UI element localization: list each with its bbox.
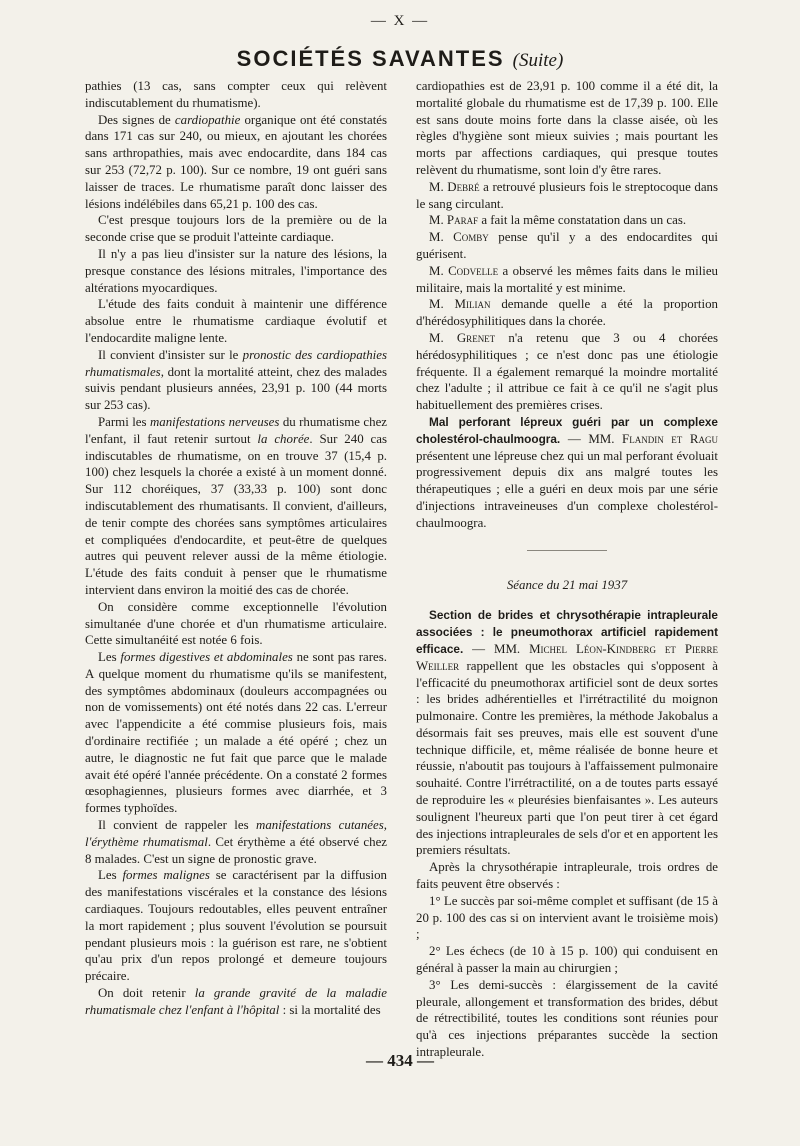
list-item: 1° Le succès par soi-même complet et suffisant (de 15 à 20 p. 100 des cas si on intervient avant le troisième mois) ; [416, 893, 718, 942]
text-span: a fait la même constatation dans un cas. [478, 213, 687, 228]
section-title: Mal perforant lépreux guéri par un complexe cholestérol-chaulmoogra. [416, 414, 718, 446]
paragraph [416, 229, 718, 263]
paragraph [416, 179, 718, 213]
text-span: Il convient d'insister sur le [98, 347, 243, 362]
emphasis: manifestations cutanées, l'érythème rhumatismal [85, 818, 387, 849]
separator-rule [527, 550, 607, 551]
paragraph [416, 330, 718, 414]
section-title: Section de brides et chrysothérapie intrapleurale associées : le pneumothorax artificiel rapidement efficace. [416, 608, 718, 656]
speaker-name: M. Milian [429, 297, 491, 312]
paragraph [85, 347, 387, 414]
paragraph [85, 985, 387, 1019]
page-heading [0, 46, 800, 72]
heading-title: SOCIÉTÉS SAVANTES [236, 46, 505, 71]
speaker-name: M. Codvelle [429, 263, 499, 278]
paragraph: L'étude des faits conduit à maintenir une différence absolue entre le rhumatisme cardiaque évolutif et l'endocardite maligne lente. [85, 297, 387, 345]
text-span: Les [98, 868, 123, 883]
authors: MM. Michel Léon-Kindberg et Pierre Weiller [416, 641, 718, 673]
text-span: n'a retenu que 3 ou 4 chorées hérédosyphilitiques ; ce n'est donc pas une étiologie fréquente. Il a également remarqué la moindre mortalité chez l'adulte ; il attribue ce fait à ce qu'il ne s'agit plus habituellement des premières crises. [416, 330, 718, 413]
emphasis: formes malignes [122, 868, 210, 883]
emphasis: la grande gravité de la maladie rhumatismale chez l'enfant à l'hôpital [85, 986, 387, 1017]
session-date: Séance du 21 mai 1937 [506, 577, 628, 592]
paragraph: On considère comme exceptionnelle l'évolution simultanée d'une chorée et d'un rhumatisme articulaire. Cette simultanéité est notée 6 fois. [85, 599, 387, 648]
text-span: pense qu'il y a des endocardites qui guérisent. [416, 230, 718, 261]
paragraph [416, 296, 718, 330]
text-span: . Cet érythème a été observé chez 8 malades. C'est un signe de pronostic grave. [85, 834, 388, 866]
paragraph: pathies (13 cas, sans compter ceux qui relèvent indiscutablement du rhumatisme). [85, 79, 387, 110]
paragraph: Section de brides et chrysothérapie intrapleurale associées : le pneumothorax artificiel rapidement efficace. — MM. Michel Léon-Kindberg et Pierre Weiller rappellent que les obstacles qui s'opposent à l'efficacité du pneumothorax artificiel sont de deux sortes : les brides adhérentielles et l'irrétractilité du moignon pulmonaire. Contre les premières, la méthode Jakobalus a désormais fait ses preuves, mais elle est souvent d'une technique difficile, et, même réalisée de bonne heure et réussie, n'aboutit pas toujours à l'affaissement pulmonaire souhaité. Contre l'irrétractilité, on a de toutes parts essayé de reproduire les « pleurésies bienfaisantes ». Les auteurs soulignent l'heureux parti que l'on peut tirer à cet égard des injections intrapleurales de sels d'or et en apportent les premiers résultats. [416, 608, 718, 858]
paragraph [85, 414, 387, 599]
text-span: se caractérisent par la diffusion des manifestations viscérales et la constance des lésions cardiaques. Toujours redoutables, elles peuvent entraîner la mort rapidement ; plus souvent l'évolution se poursuit pendant plusieurs mois : la guérison est rare, ne s'obtient qu'au prix d'un repos prolongé et demeure toujours précaire. [85, 868, 387, 984]
text-span: organique ont été constatés dans 171 cas sur 240, ou mieux, en ajoutant les chorées sans arthropathies, mais avec endocardite, dans 184 cas sur 253 (72,72 p. 100). Sur ce nombre, 19 ont guéri sans laisser de traces. Le rhumatisme paraît donc laisser des lésions indélébiles dans 65,21 p. 100 des cas. [85, 112, 388, 211]
text-span: ne sont pas rares. A quelque moment du rhumatisme qu'ils se manifestent, des symptômes abdominaux (douleurs accompagnées ou non de vomissements) ont été notés dans 22 cas. L'erreur avec l'appendicite a été commise plusieurs fois, mais d'ordinaire rectifiée ; un malade a été opéré ; chez un autre, le diagnostic ne fut fait que parce que le malade avait été opéré l'année précédente. On a constaté 2 formes œsophagiennes, plusieurs formes avec diarrhée, et 3 formes typhoïdes. [85, 650, 387, 816]
emphasis: cardiopathie [174, 112, 241, 127]
text-span: On doit retenir [98, 986, 195, 1001]
paragraph [85, 649, 387, 817]
section-number: — X — [370, 13, 430, 29]
right-column [416, 78, 718, 1060]
emphasis: formes digestives et abdominales [120, 650, 293, 665]
paragraph [85, 817, 387, 867]
text-span: a observé les mêmes faits dans le milieu militaire, mais la mortalité y est minime. [416, 263, 718, 295]
paragraph: Après la chrysothérapie intrapleurale, trois ordres de faits peuvent être observés : [416, 860, 718, 892]
text-span: a retrouvé plusieurs fois le streptocoque dans le sang circulant. [416, 179, 718, 211]
paragraph: C'est presque toujours lors de la première ou de la seconde crise que se produit l'atteinte cardiaque. [85, 213, 387, 245]
paragraph: Mal perforant lépreux guéri par un complexe cholestérol-chaulmoogra. — MM. Flandin et Ragu présentent une lépreuse chez qui un mal perforant évoluait progressivement depuis dix ans malgré toutes les thérapeutiques ; elle a guéri en deux mois par une série d'injections intraveineuses d'un complexe cholestérol-chaulmoogra. [416, 414, 718, 530]
text-span: présentent une lépreuse chez qui un mal perforant évoluait progressivement depuis dix ans malgré toutes les thérapeutiques ; elle a guéri en deux mois par une série d'injections intraveineuses d'un complexe cholestérol-chaulmoogra. [416, 448, 718, 530]
text-span: Parmi les [98, 414, 150, 429]
speaker-name: M. Comby [429, 230, 489, 245]
text-span: rappellent que les obstacles qui s'opposent à l'efficacité du pneumothorax artificiel sont de deux sortes : les brides adhérentielles et l'irrétractilité du moignon pulmonaire. Contre les premières, la méthode Jakobalus a désormais fait ses preuves, mais elle est souvent d'une technique difficile, et, même réalisée de bonne heure et réussie, n'aboutit pas toujours à l'affaissement pulmonaire souhaité. Contre l'irrétractilité, on a de toutes parts essayé de reproduire les « pleurésies bienfaisantes ». Les auteurs soulignent l'heureux parti que l'on peut tirer à cet égard des injections intrapleurales de sels d'or et en apportent les premiers résultats. [416, 658, 718, 858]
text-span: Il convient de rappeler les [98, 818, 257, 833]
list-item: 2° Les échecs (de 10 à 15 p. 100) qui conduisent en général à passer la main au chirurgien ; [416, 944, 718, 976]
paragraph [85, 112, 387, 213]
text-span: . Sur 240 cas indiscutables de rhumatisme, on en trouve 37 (15,4 p. 100) chez lesquels la chorée a existé à un moment donné. Sur 112 choréiques, 37 (33,33 p. 100) sont donc indiscutablement des rhumatisants. Il convient, d'ailleurs, de tenir compte des chorées sans symptômes articulaires et compliquées d'endocardite, et peut-être de quelques autres qui peuvent relever aussi de la même étiologie. L'étude des faits conduit à penser que le rhumatisme intervient dans environ la moitié des cas de chorée. [85, 431, 387, 597]
emphasis: la chorée [257, 431, 310, 446]
speaker-name: M. Grenet [429, 330, 496, 345]
paragraph [416, 212, 718, 229]
speaker-name: M. Debré [429, 179, 480, 194]
text-span: : si la mortalité des [279, 1002, 381, 1017]
heading-suffix: (Suite) [512, 50, 564, 71]
emphasis: manifestations nerveuses [149, 414, 280, 429]
text-span: du rhumatisme chez l'enfant, il faut retenir surtout [85, 414, 388, 446]
paragraph [85, 867, 387, 985]
text-span: Les [98, 650, 121, 665]
paragraph: Il n'y a pas lieu d'insister sur la nature des lésions, la presque constance des lésions mitrales, l'importance des altérations myocardiques. [85, 246, 387, 295]
emphasis: pronostic des cardiopathies rhumatismales [85, 347, 388, 379]
speaker-name: M. Paraf [429, 213, 479, 228]
paragraph: cardiopathies est de 23,91 p. 100 comme il a été dit, la mortalité globale du rhumatisme est de 17,39 p. 100. Elle est sans doute moins forte dans la classe aisée, où les règles d'hygiène sont mieux suivies ; mais pourtant les morts par affections cardiaques, qui presque toutes relèvent du rhumatisme, sont loin d'y être rares. [416, 79, 718, 177]
text-span: demande quelle a été la proportion d'hérédosyphilitiques dans la chorée. [416, 297, 718, 329]
text-span: Des signes de [98, 112, 175, 127]
page-number: — 434 — [366, 1051, 434, 1070]
left-column [85, 78, 387, 1046]
text-span: , dont la mortalité atteint, chez des malades suivis pendant plusieurs années, 23,91 p. 100 (44 morts sur 253 cas). [85, 364, 387, 413]
paragraph [416, 263, 718, 297]
authors: MM. Flandin et Ragu [588, 431, 718, 446]
list-item: 3° Les demi-succès : élargissement de la cavité pleurale, allongement et transformation des brides, début de rétrectibilité, toutes les conditions sont réunies pour qu'à ces injections préparantes succède la section intrapleurale. [416, 977, 718, 1060]
